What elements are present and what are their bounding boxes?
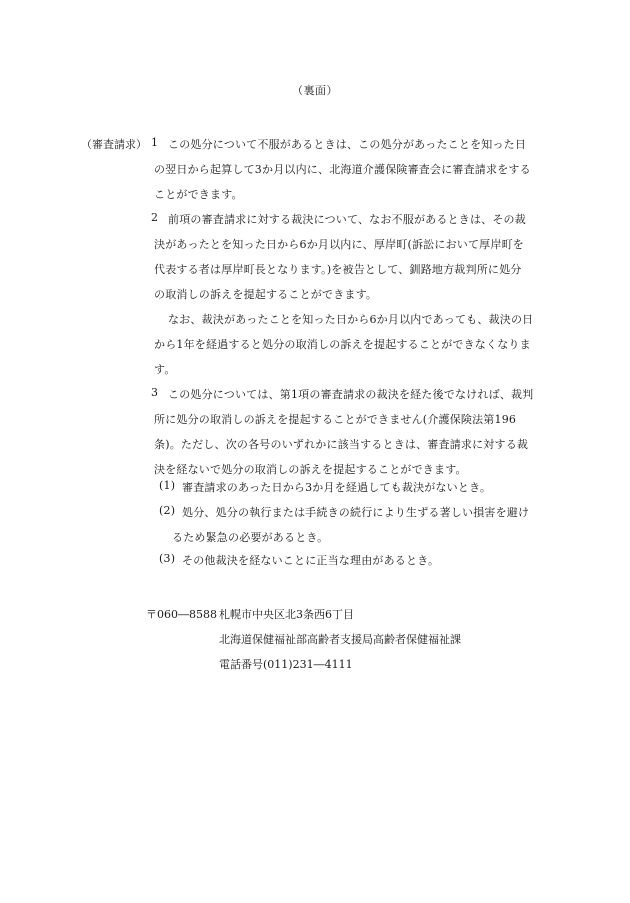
item-text-line: この処分については、第1項の審査請求の裁決を経た後でなければ、裁判 — [168, 388, 534, 401]
phone-number: 電話番号(011)231―4111 — [219, 658, 353, 671]
sub-item-number: (1) — [159, 479, 176, 492]
note-text-line: なお、裁決があったことを知った日から6か月以内であっても、裁決の日 — [168, 313, 534, 326]
item-text-line: 決があったとを知った日から6か月以内に、厚岸町(訴訟において厚岸町を — [154, 238, 524, 251]
item-text-line: の翌日から起算して3か月以内に、北海道介護保険審査会に審査請求をする — [154, 163, 531, 176]
item-number: 3 — [151, 386, 159, 399]
sub-item-number: (2) — [159, 504, 176, 517]
street-address: 札幌市中央区北3条西6丁目 — [219, 608, 354, 621]
item-number: 2 — [151, 211, 159, 224]
sub-item-text-line: るため緊急の必要があるとき。 — [172, 531, 329, 544]
sub-item-text-line: その他裁決を経ないことに正当な理由があるとき。 — [182, 554, 440, 567]
sub-item-text-line: 審査請求のあった日から3か月を経過しても裁決がないとき。 — [182, 481, 492, 494]
sub-item-text-line: 処分、処分の執行または手続きの続行により生ずる著しい損害を避け — [182, 506, 530, 519]
item-text-line: 所に処分の取消しの訴えを提起することができません(介護保険法第196 — [154, 413, 517, 426]
note-text-line: から1年を経過すると処分の取消しの訴えを提起することができなくなりま — [154, 338, 531, 351]
item-text-line: この処分について不服があるときは、この処分があったことを知った日 — [168, 138, 527, 151]
item-text-line: 条)。ただし、次の各号のいずれかに該当するときは、審査請求に対する裁 — [154, 438, 529, 451]
item-number: 1 — [151, 136, 159, 149]
department-name: 北海道保健福祉部高齢者支援局高齢者保健福祉課 — [219, 633, 461, 646]
item-text-line: の取消しの訴えを提起することができます。 — [154, 288, 378, 301]
item-text-line: ことができます。 — [154, 188, 243, 201]
postal-code: 〒060―8588 — [146, 608, 217, 621]
section-label: （審査請求） — [81, 138, 147, 151]
item-text-line: 決を経ないで処分の取消しの訴えを提起することができます。 — [154, 463, 467, 476]
item-text-line: 前項の審査請求に対する裁決について、なお不服があるときは、その裁 — [168, 213, 526, 226]
note-text-line: す。 — [154, 363, 176, 376]
sub-item-number: (3) — [159, 552, 176, 565]
item-text-line: 代表する者は厚岸町長となります。)を被告として、釧路地方裁判所に処分 — [154, 263, 522, 276]
page-title: （裏面） — [292, 84, 338, 97]
